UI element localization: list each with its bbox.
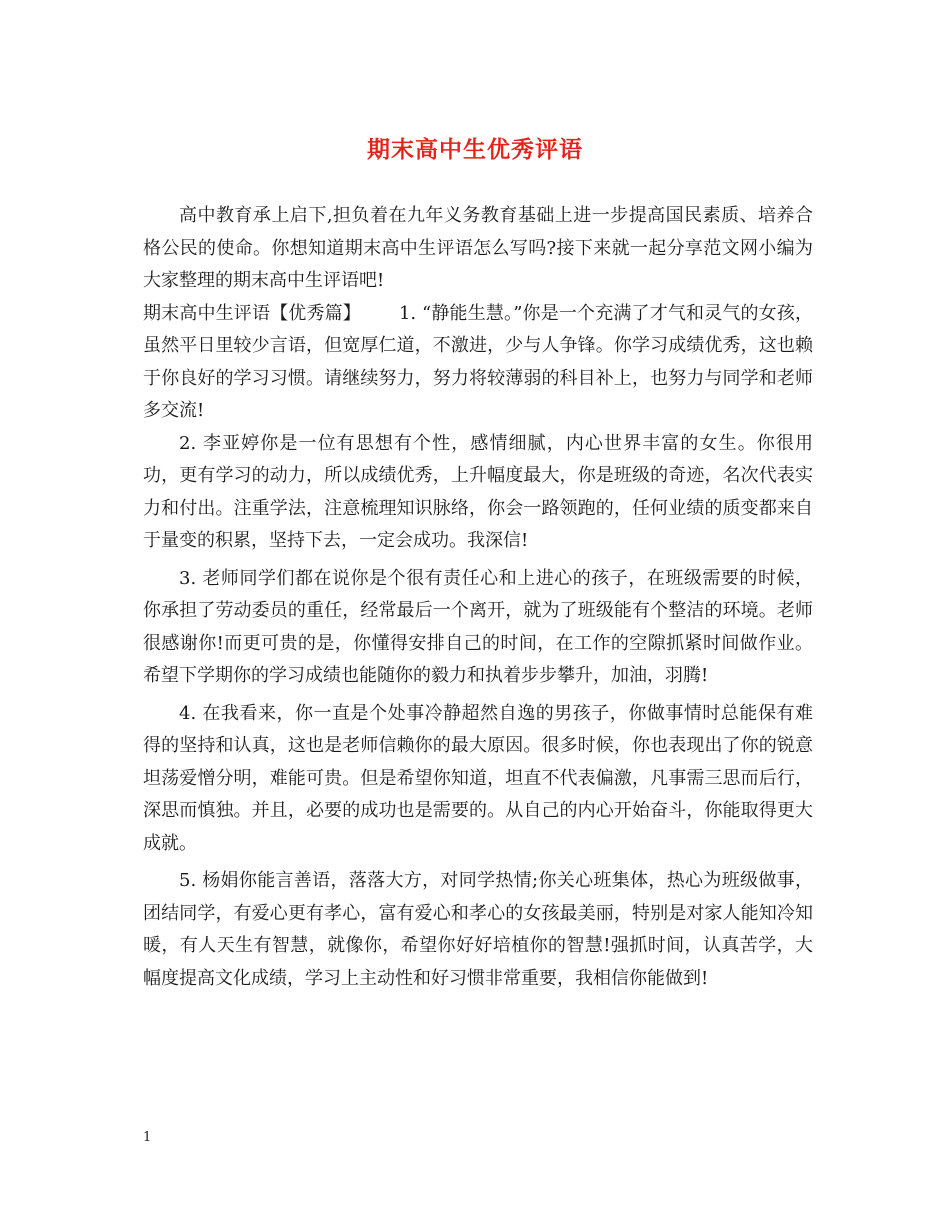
section-paragraph-1: [143, 298, 813, 428]
page-number: 1: [143, 1130, 152, 1145]
document-body: [143, 200, 813, 995]
comment-5: 5. 杨娟你能言善语，落落大方，对同学热情;你关心班集体，热心为班级做事，团结同学，有爱心更有孝心，富有爱心和孝心的女孩最美丽，特别是对家人能知冷知暖，有人天生有智慧，就像你，希望你好好培植你的智慧!强抓时间，认真苦学，大幅度提高文化成绩，学习上主动性和好习惯非常重要，我相信你能做到!: [143, 870, 813, 989]
section-heading: 期末高中生评语【优秀篇】: [143, 302, 361, 324]
comment-2: 2. 李亚婷你是一位有思想有个性，感情细腻，内心世界丰富的女生。你很用功，更有学习的动力，所以成绩优秀，上升幅度最大，你是班级的奇迹，名次代表实力和付出。注重学法，注意梳理知识脉络，你会一路领跑的，任何业绩的质变都来自于量变的积累，坚持下去，一定会成功。我深信!: [143, 432, 813, 551]
comment-3: 3. 老师同学们都在说你是个很有责任心和上进心的孩子，在班级需要的时候，你承担了劳动委员的重任，经常最后一个离开，就为了班级能有个整洁的环境。老师很感谢你!而更可贵的是，你懂得安排自己的时间，在工作的空隙抓紧时间做作业。希望下学期你的学习成绩也能随你的毅力和执着步步攀升，加油，羽腾!: [143, 567, 813, 686]
comment-1: 1. “静能生慧。”你是一个充满了才气和灵气的女孩，虽然平日里较少言语，但宽厚仁道，不激进，少与人争锋。你学习成绩优秀，这也赖于你良好的学习习惯。请继续努力，努力将较薄弱的科目补上，也努力与同学和老师多交流!: [143, 302, 813, 421]
document-title: 期末高中生优秀评语: [367, 136, 583, 163]
intro-paragraph: 高中教育承上启下,担负着在九年义务教育基础上进一步提高国民素质、培养合格公民的使命。你想知道期末高中生评语怎么写吗?接下来就一起分享范文网小编为大家整理的期末高中生评语吧!: [143, 205, 813, 291]
comment-4: 4. 在我看来，你一直是个处事冷静超然自逸的男孩子，你做事情时总能保有难得的坚持和认真，这也是老师信赖你的最大原因。很多时候，你也表现出了你的锐意坦荡爱憎分明，难能可贵。但是希望你知道，坦直不代表偏激，凡事需三思而后行，深思而慎独。并且，必要的成功也是需要的。从自己的内心开始奋斗，你能取得更大成就。: [143, 702, 813, 854]
